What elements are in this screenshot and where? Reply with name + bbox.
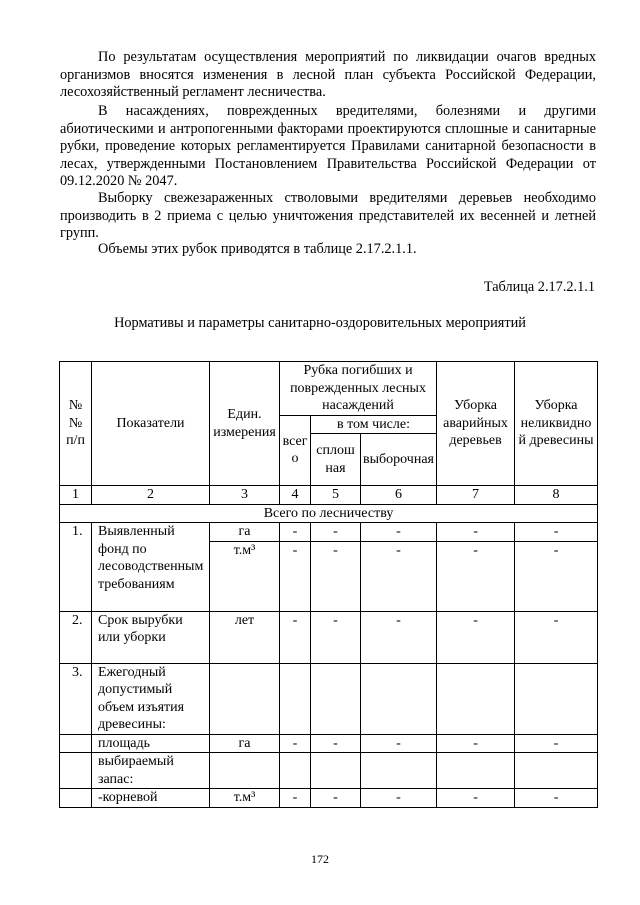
row-value: - [515,541,598,611]
header-unit: Един. измерения [210,362,280,486]
column-number: 4 [280,486,311,505]
table-row [60,611,598,663]
row-value: - [361,611,437,663]
row-value: - [437,789,515,808]
row-value: - [361,541,437,611]
row-value: - [515,523,598,542]
column-number: 1 [60,486,92,505]
table-row [60,663,598,734]
column-numbers-row [60,486,598,505]
row-value: - [437,734,515,753]
empty-cell [280,663,311,734]
row-unit: т.м³ [210,789,280,808]
row-number: 2. [60,611,92,663]
header-felling-group: Рубка погибших и поврежденных лесных насаждений [280,362,437,416]
row-value: - [311,611,361,663]
section-title: Всего по лесничеству [60,504,598,523]
row-label: Срок вырубки или уборки [92,611,210,663]
row-value: - [311,541,361,611]
empty-cell [311,753,361,789]
page-number: 172 [311,852,329,866]
header-total: всего [280,415,311,486]
header-including: в том числе: [311,415,437,434]
row-label: площадь [92,734,210,753]
row-value: - [361,523,437,542]
table-row [60,523,598,542]
row-value: - [437,611,515,663]
row-value: - [437,523,515,542]
row-unit: га [210,523,280,542]
row-label: -корневой [92,789,210,808]
column-number: 2 [92,486,210,505]
row-value: - [515,789,598,808]
column-number: 8 [515,486,598,505]
empty-cell [515,663,598,734]
row-value: - [280,789,311,808]
norms-table [59,361,598,808]
row-value: - [280,523,311,542]
header-illiquid: Уборка неликвидной древесины [515,362,598,486]
row-number: 3. [60,663,92,734]
row-value: - [515,611,598,663]
row-number: 1. [60,523,92,612]
row-value: - [280,541,311,611]
empty-cell [437,753,515,789]
empty-cell [210,753,280,789]
row-value: - [311,734,361,753]
row-value: - [280,611,311,663]
row-value: - [311,789,361,808]
row-value: - [515,734,598,753]
table-row [60,753,598,789]
column-number: 5 [311,486,361,505]
empty-cell [311,663,361,734]
empty-cell [361,753,437,789]
empty-cell [60,789,92,808]
header-indicators: Показатели [92,362,210,486]
row-value: - [361,789,437,808]
row-unit: лет [210,611,280,663]
header-emergency: Уборка аварийных деревьев [437,362,515,486]
row-value: - [311,523,361,542]
empty-cell [361,663,437,734]
row-label: Выявленный фонд по лесоводственным требованиям [92,523,210,612]
row-label: Ежегодный допустимый объем изъятия древесины: [92,663,210,734]
empty-cell [280,753,311,789]
row-unit: га [210,734,280,753]
table-row [60,734,598,753]
empty-cell [210,663,280,734]
empty-cell [437,663,515,734]
table-title: Нормативы и параметры санитарно-оздоровительных мероприятий [114,315,526,331]
header-selective: выборочная [361,434,437,486]
paragraph-1: По результатам осуществления мероприятий по ликвидации очагов вредных организмов вносятся изменения в лесной план субъекта Российской Федерации, лесохозяйственный регламент лесничества. [60,49,596,100]
empty-cell [60,734,92,753]
table-row [60,789,598,808]
column-number: 6 [361,486,437,505]
empty-cell [515,753,598,789]
row-value: - [437,541,515,611]
column-number: 3 [210,486,280,505]
column-number: 7 [437,486,515,505]
paragraph-4: Объемы этих рубок приводятся в таблице 2.17.2.1.1. [98,241,417,257]
row-value: - [280,734,311,753]
header-clear: сплошная [311,434,361,486]
paragraph-2: В насаждениях, поврежденных вредителями, болезнями и другими абиотическими и антропогенными факторами проектируются сплошные и санитарные рубки, проведение которых регламентируется Правилами санитарной безопасности в лесах, утвержденными Постановлением Правительства Российской Федерации от 09.12.2020 № 2047. [60,103,596,189]
header-num: № № п/п [60,362,92,486]
row-label: выбираемый запас: [92,753,210,789]
row-unit: т.м³ [210,541,280,611]
paragraph-3: Выборку свежезараженных стволовыми вредителями деревьев необходимо производить в 2 приема с целью уничтожения представителей их весенней и летней групп. [60,190,596,241]
empty-cell [60,753,92,789]
row-value: - [361,734,437,753]
table-number: Таблица 2.17.2.1.1 [483,279,595,295]
